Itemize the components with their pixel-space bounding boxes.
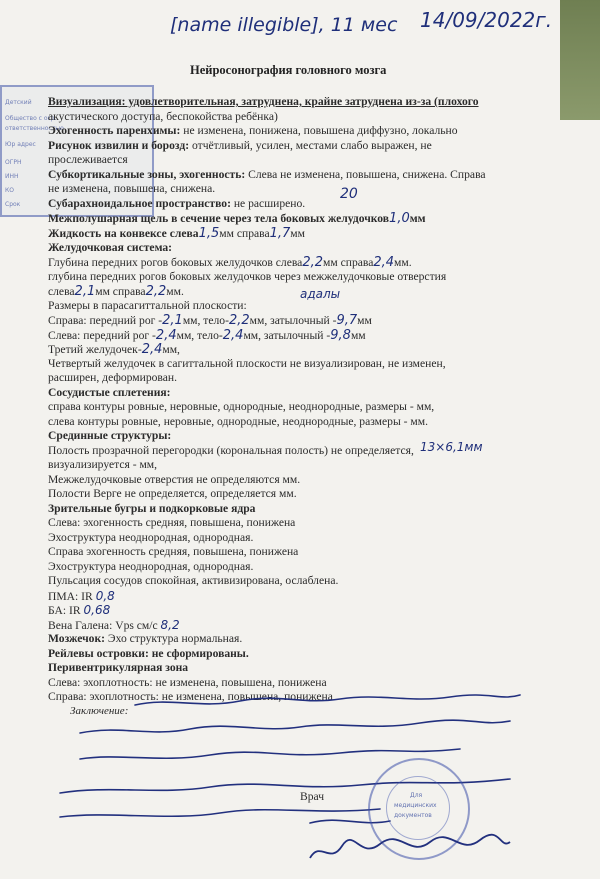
round-stamp: Для медицинских документов <box>368 758 470 860</box>
document-page: [name illegible], 11 мес 14/09/2022г. Нейросонография головного мозга Детский Общество с огр. ответственностью Юр адрес ОГРН ИНН КО Срок Визуализация: удовлетворительная, затруднена, крайне затруднена из-за (плохого акустического доступа, беспокойства ребёнка) Эхогенность паренхимы: не изменена, понижена, повышена диффузно, локально Рисунок извилин и борозд: отчётливый, усилен, местами слабо выражен, не прослеживается Субкортикальные зоны, эхогенность: Слева не изменена, повышена, снижена. Справа не изменена, повышена, снижена. Субарахноидальное пространство: не расширено. 20 Межполушарная щель в сечение через тела боковых желудочков1,0мм Жидкость на конвексе слева1,5мм справа1,7мм Желудочковая система: Глубина передних рогов боковых желудочков слева2,2мм справа2,4мм. глубина передних рогов боковых желудочков через межжелудочковые отверстия слева2,1мм справа2,2мм. Размеры в парасагиттальной плоскости: адалы Справа: передний рог -2,1мм, тело-2,2мм, затылочный -9,7мм Слева: передний рог -2,4мм, тело-2,4мм, затылочный -9,8мм Третий желудочек-2,4мм, Четвертый желудочек в сагиттальной плоскости не визуализирован, не изменен, расширен, деформирован. Сосудистые сплетения: справа контуры ровные, неровные, однородные, неоднородные, размеры - мм, слева контуры ровные, неровные, однородные, неоднородные, размеры - мм. Срединные структуры: Полость прозрачной перегородки (корональная полость) не определяется, 13×6,1мм визуализируется - мм, Межжелудочковые отверстия не определяются мм. Полости Верге не определяется, определяется мм. Зрительные бугры и подкорковые ядра Слева: эхогенность средняя, повышена, понижена Эхоструктура неоднородная, однородная. Справа эхогенность средняя, повышена, понижена Эхоструктура неоднородная, однородная. Пульсация сосудов спокойная, активизирована, ослаблена. ПМА: IR 0,8 БА: IR 0,68 Вена Галена: Vps см/с 8,2 Мозжечок: Эхо структура нормальная. Рейлевы островки: не сформированы. Перивентрикулярная зона Слева: эхоплотность: не изменена, повышена, понижена Справа: эхоплотность: не изменена, повышена, понижена Заключение: Врач Для медицинских документов <box>0 0 600 879</box>
visualization-line: Визуализация: удовлетворительная, затруднена, крайне затруднена из-за (плохого <box>48 95 479 108</box>
background-edge <box>560 0 600 120</box>
doctor-signature <box>300 820 520 870</box>
clinic-rect-stamp: Детский Общество с огр. ответственностью Юр адрес ОГРН ИНН КО Срок <box>0 85 154 217</box>
date-handwritten: 14/09/2022г. <box>420 8 553 32</box>
patient-name-handwritten: [name illegible], 11 мес <box>170 14 398 36</box>
page-title: Нейросонография головного мозга <box>190 63 387 77</box>
echogenicity-line: Эхогенность паренхимы: не изменена, понижена, повышена диффузно, локально <box>48 124 458 137</box>
